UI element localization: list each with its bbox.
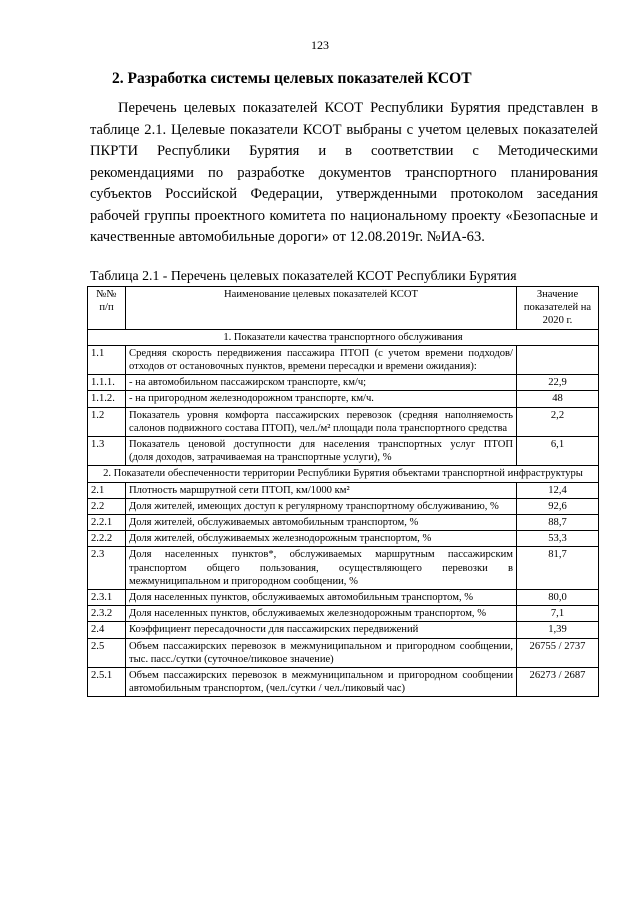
row-num: 2.5: [88, 638, 126, 667]
row-name: Доля жителей, обслуживаемых железнодорожным транспортом, %: [126, 531, 517, 547]
row-name: Доля жителей, имеющих доступ к регулярному транспортному обслуживанию, %: [126, 498, 517, 514]
row-num: 1.1.1.: [88, 375, 126, 391]
table-header-row: [88, 287, 599, 330]
section-heading: 2. Разработка системы целевых показателей КСОТ: [112, 70, 472, 87]
table-row: [88, 638, 599, 667]
table-row: [88, 547, 599, 590]
row-value: 26755 / 2737: [517, 638, 599, 667]
row-name-extra: (доля доходов, затрачиваемая на транспортные услуги), %: [129, 452, 392, 464]
table-row: [88, 606, 599, 622]
row-value: 26273 / 2687: [517, 668, 599, 697]
row-num: 2.4: [88, 622, 126, 638]
row-num: 1.3: [88, 437, 126, 466]
header-value: Значение показателей на 2020 г.: [517, 287, 599, 330]
table-row: [88, 531, 599, 547]
header-name: Наименование целевых показателей КСОТ: [126, 287, 517, 330]
row-value: 88,7: [517, 515, 599, 531]
row-num: 1.1.2.: [88, 391, 126, 407]
row-value: 92,6: [517, 498, 599, 514]
table-row: [88, 375, 599, 391]
row-value: 48: [517, 391, 599, 407]
row-value: 80,0: [517, 590, 599, 606]
row-value: 1,39: [517, 622, 599, 638]
table-caption: Таблица 2.1 - Перечень целевых показателей КСОТ Республики Бурятия: [90, 268, 517, 283]
row-value: 53,3: [517, 531, 599, 547]
row-value: [517, 345, 599, 374]
table-row: [88, 622, 599, 638]
table-row: [88, 345, 599, 374]
row-num: 2.3.1: [88, 590, 126, 606]
row-name: Коэффициент пересадочности для пассажирских передвижений: [126, 622, 517, 638]
row-num: 2.2.2: [88, 531, 126, 547]
table-row: [88, 515, 599, 531]
table-row: [88, 407, 599, 436]
row-value: 22,9: [517, 375, 599, 391]
section-title: 1. Показатели качества транспортного обслуживания: [88, 329, 599, 345]
row-num: 2.2.1: [88, 515, 126, 531]
row-value: 2,2: [517, 407, 599, 436]
row-name-main: Показатель ценовой доступности для населения транспортных услуг ПТОП: [129, 439, 513, 451]
row-num: 2.1: [88, 482, 126, 498]
section-row: [88, 466, 599, 482]
table-row: [88, 391, 599, 407]
indicators-table: [87, 286, 599, 697]
row-value: 81,7: [517, 547, 599, 590]
row-num: 1.1: [88, 345, 126, 374]
row-value: 7,1: [517, 606, 599, 622]
row-name: - на пригородном железнодорожном транспорте, км/ч.: [126, 391, 517, 407]
row-name: Плотность маршрутной сети ПТОП, км/1000 км²: [126, 482, 517, 498]
row-num: 1.2: [88, 407, 126, 436]
row-name: Доля жителей, обслуживаемых автомобильным транспортом, %: [126, 515, 517, 531]
row-num: 2.3.2: [88, 606, 126, 622]
table-row: [88, 482, 599, 498]
row-name: Объем пассажирских перевозок в межмуниципальном и пригородном сообщении автомобильным транспортом, (чел./сутки / чел./пиковый час): [126, 668, 517, 697]
section-row: [88, 329, 599, 345]
row-value: 12,4: [517, 482, 599, 498]
row-name: Объем пассажирских перевозок в межмуниципальном и пригородном сообщении, тыс. пасс./сутки (суточное/пиковое значение): [126, 638, 517, 667]
row-num: 2.2: [88, 498, 126, 514]
section-title: 2. Показатели обеспеченности территории Республики Бурятия объектами транспортной инфраструктуры: [88, 466, 599, 482]
row-name: Показатель уровня комфорта пассажирских перевозок (средняя наполняемость салонов подвижного состава ПТОП), чел./м² площади пола транспортного средства: [126, 407, 517, 436]
table-row: [88, 437, 599, 466]
header-num: №№ п/п: [88, 287, 126, 330]
row-name: - на автомобильном пассажирском транспорте, км/ч;: [126, 375, 517, 391]
table-row: [88, 498, 599, 514]
intro-paragraph: Перечень целевых показателей КСОТ Республики Бурятия представлен в таблице 2.1. Целевые показатели КСОТ выбраны с учетом целевых показателей ПКРТИ Республики Бурятия и в соответствии с Методическими рекомендациями по разработке документов транспортного планирования субъектов Российской Федерации, утвержденными протоколом заседания рабочей группы проектного комитета по национальному проекту «Безопасные и качественные автомобильные дороги» от 12.08.2019г. №ИА-63.: [90, 100, 598, 245]
row-value: 6,1: [517, 437, 599, 466]
row-name: Доля населенных пунктов*, обслуживаемых маршрутным пассажирским транспортом общего пользования, осуществляющего перевозки в межмуниципальном и пригородном сообщении, %: [126, 547, 517, 590]
table-row: [88, 668, 599, 697]
row-name: Доля населенных пунктов, обслуживаемых железнодорожным транспортом, %: [126, 606, 517, 622]
row-name: [126, 437, 517, 466]
table-row: [88, 590, 599, 606]
row-name: Доля населенных пунктов, обслуживаемых автомобильным транспортом, %: [126, 590, 517, 606]
row-name: Средняя скорость передвижения пассажира ПТОП (с учетом времени подходов/отходов от остановочных пунктов, времени пересадки и времени ожидания):: [126, 345, 517, 374]
row-num: 2.5.1: [88, 668, 126, 697]
row-num: 2.3: [88, 547, 126, 590]
page-number: 123: [311, 38, 329, 52]
